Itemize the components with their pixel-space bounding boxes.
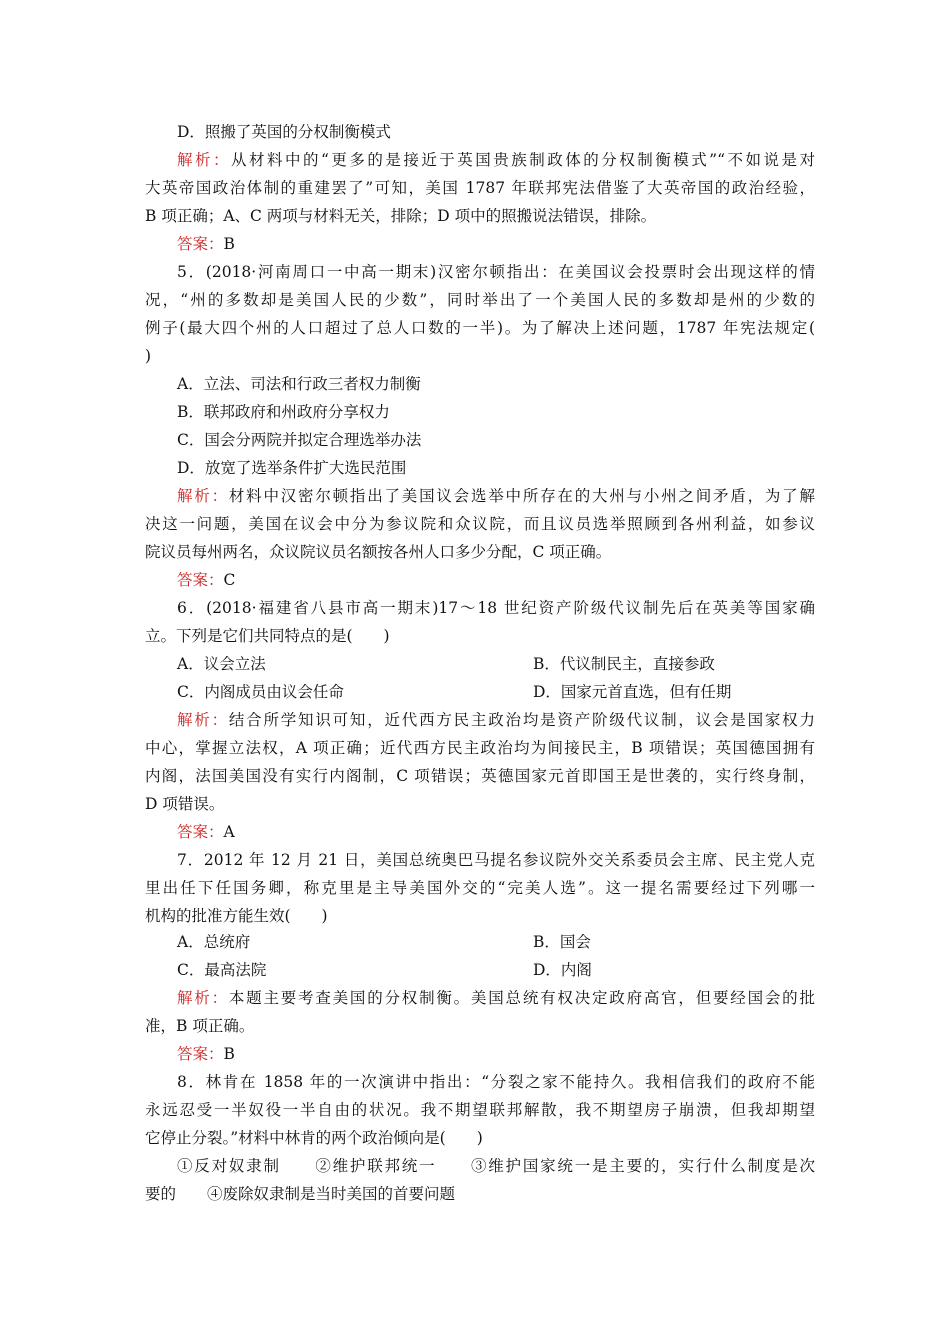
answer-label: 答案： bbox=[177, 1045, 224, 1063]
q5-stem-line-2: 况，“州的多数却是美国人民的少数”，同时举出了一个美国人民的多数却是州的少数的 bbox=[145, 291, 815, 309]
q8-stem-line-2: 永远忍受一半奴役一半自由的状况。我不期望联邦解散，我不期望房子崩溃，但我却期望 bbox=[145, 1101, 815, 1119]
q7-stem-line-1: 7．2012 年 12 月 21 日，美国总统奥巴马提名参议院外交关系委员会主席、民主党人克 bbox=[177, 851, 815, 869]
q7-options-row-2 bbox=[177, 960, 815, 980]
q8-items-line-2: 要的 ④废除奴隶制是当时美国的首要问题 bbox=[145, 1185, 456, 1203]
q6-stem-line-2: 立。下列是它们共同特点的是( ) bbox=[145, 627, 390, 645]
answer-label: 答案： bbox=[177, 823, 224, 841]
q6-analysis-line-4: D 项错误。 bbox=[145, 795, 225, 813]
q7-stem-line-3: 机构的批准方能生效( ) bbox=[145, 907, 328, 925]
q7-option-d: D．内阁 bbox=[533, 961, 592, 979]
q7-option-a: A．总统府 bbox=[177, 933, 251, 951]
analysis-label: 解析： bbox=[177, 989, 229, 1007]
q6-analysis-line-1: 解析：结合所学知识可知，近代西方民主政治均是资产阶级代议制，议会是国家权力 bbox=[177, 711, 815, 729]
q4-answer: 答案：B bbox=[177, 235, 235, 253]
q5-analysis-line-3: 院议员每州两名，众议院议员名额按各州人口多少分配，C 项正确。 bbox=[145, 543, 612, 561]
q4-analysis-line-1: 解析：从材料中的“更多的是接近于英国贵族制政体的分权制衡模式”“不如说是对 bbox=[177, 151, 815, 169]
q5-analysis-line-2: 决这一问题，美国在议会中分为参议院和众议院，而且议员选举照顾到各州利益，如参议 bbox=[145, 515, 815, 533]
q5-option-a: A．立法、司法和行政三者权力制衡 bbox=[177, 375, 421, 393]
q5-stem-line-1: 5．(2018·河南周口一中高一期末)汉密尔顿指出：在美国议会投票时会出现这样的情 bbox=[177, 263, 815, 281]
q8-items-line-1: ①反对奴隶制 ②维护联邦统一 ③维护国家统一是主要的，实行什么制度是次 bbox=[177, 1157, 815, 1175]
q6-options-row-1 bbox=[177, 654, 815, 674]
answer-label: 答案： bbox=[177, 571, 224, 589]
q5-option-d: D．放宽了选举条件扩大选民范围 bbox=[177, 459, 407, 477]
q7-option-b: B．国会 bbox=[533, 933, 591, 951]
q6-option-a: A．议会立法 bbox=[177, 655, 266, 673]
q6-option-b: B．代议制民主，直接参政 bbox=[533, 655, 715, 673]
answer-label: 答案： bbox=[177, 235, 224, 253]
q6-options-row-2 bbox=[177, 682, 815, 702]
q7-option-c: C．最高法院 bbox=[177, 961, 267, 979]
q4-analysis-line-3: B 项正确；A、C 两项与材料无关，排除；D 项中的照搬说法错误，排除。 bbox=[145, 207, 657, 225]
q7-options-row-1 bbox=[177, 932, 815, 952]
q8-stem-line-1: 8．林肯在 1858 年的一次演讲中指出：“分裂之家不能持久。我相信我们的政府不能 bbox=[177, 1073, 815, 1091]
q4-analysis-line-2: 大英帝国政治体制的重建罢了”可知，美国 1787 年联邦宪法借鉴了大英帝国的政治经验， bbox=[145, 179, 815, 197]
analysis-label: 解析： bbox=[177, 711, 229, 729]
q5-answer: 答案：C bbox=[177, 571, 236, 589]
q6-stem-line-1: 6．(2018·福建省八县市高一期末)17～18 世纪资产阶级代议制先后在英美等国家确 bbox=[177, 599, 815, 617]
q5-option-c: C．国会分两院并拟定合理选举办法 bbox=[177, 431, 422, 449]
analysis-label: 解析： bbox=[177, 151, 231, 169]
q6-analysis-line-3: 内阁，法国美国没有实行内阁制，C 项错误；英德国家元首即国王是世袭的，实行终身制， bbox=[145, 767, 815, 785]
analysis-label: 解析： bbox=[177, 487, 229, 505]
q8-stem-line-3: 它停止分裂。”材料中林肯的两个政治倾向是( ) bbox=[145, 1129, 483, 1147]
q5-stem-line-3: 例子(最大四个州的人口超过了总人口数的一半)。为了解决上述问题，1787 年宪法规定( bbox=[145, 319, 815, 337]
q5-stem-line-4: ) bbox=[145, 347, 152, 365]
q7-answer: 答案：B bbox=[177, 1045, 235, 1063]
q7-analysis-line-1: 解析：本题主要考查美国的分权制衡。美国总统有权决定政府高官，但要经国会的批 bbox=[177, 989, 815, 1007]
q6-analysis-line-2: 中心，掌握立法权，A 项正确；近代西方民主政治均为间接民主，B 项错误；英国德国拥有 bbox=[145, 739, 815, 757]
q5-analysis-line-1: 解析：材料中汉密尔顿指出了美国议会选举中所存在的大州与小州之间矛盾，为了解 bbox=[177, 487, 815, 505]
q6-answer: 答案：A bbox=[177, 823, 235, 841]
q6-option-c: C．内阁成员由议会任命 bbox=[177, 683, 344, 701]
q5-option-b: B．联邦政府和州政府分享权力 bbox=[177, 403, 390, 421]
q7-stem-line-2: 里出任下任国务卿，称克里是主导美国外交的“完美人选”。这一提名需要经过下列哪一 bbox=[145, 879, 815, 897]
q4-option-d: D．照搬了英国的分权制衡模式 bbox=[177, 123, 391, 141]
q7-analysis-line-2: 准，B 项正确。 bbox=[145, 1017, 255, 1035]
q6-option-d: D．国家元首直选，但有任期 bbox=[533, 683, 732, 701]
